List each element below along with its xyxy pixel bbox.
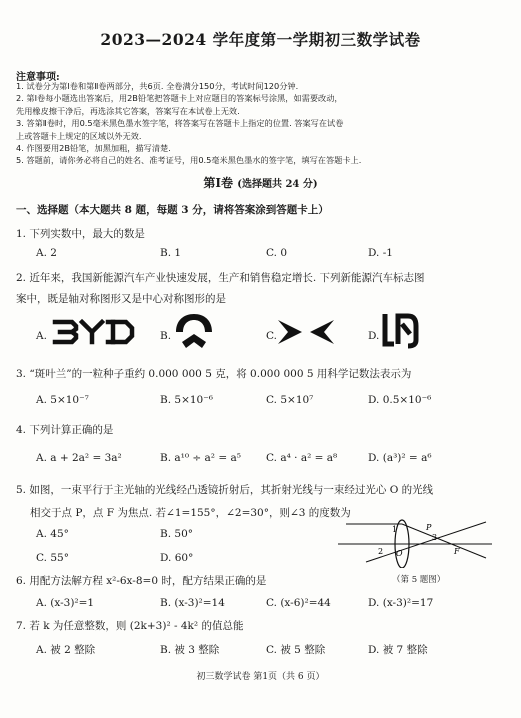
question-6-stem: 6. 用配方法解方程 x²-6x-8=0 时，配方结果正确的是: [16, 575, 267, 587]
q6-option-a: A. (x-3)²=1: [36, 597, 95, 609]
question-5-stem-line2: 相交于点 P，点 F 为焦点. 若∠1=155°，∠2=30°，则∠3 的度数为: [30, 507, 351, 519]
notice-line: 2. 第Ⅰ卷每小题选出答案后，用2B铅笔把答题卡上对应题目的答案标号涂黑，如需要改动，: [16, 93, 343, 104]
q3-option-a: A. 5×10⁻⁷: [36, 394, 89, 406]
notice-line: 4. 作图要用2B铅笔，加黑加粗，描写清楚.: [16, 143, 171, 154]
q3-option-b: B. 5×10⁻⁶: [160, 394, 213, 406]
refracted-ray: [402, 524, 486, 558]
q3-option-c: C. 5×10⁷: [266, 394, 314, 406]
q7-option-b: B. 被 3 整除: [160, 644, 220, 656]
byd-logo-icon: [52, 318, 136, 346]
q1-option-a: A. 2: [36, 247, 57, 259]
q7-option-c: C. 被 5 整除: [266, 644, 326, 656]
point-f-label: F: [454, 547, 460, 556]
question-2-stem-line2: 案中，既是轴对称图形又是中心对称图形的是: [16, 293, 226, 305]
q1-option-d: D. -1: [368, 247, 393, 259]
q4-option-d: D. (a³)² = a⁶: [368, 452, 432, 464]
figure-caption: （第 5 题图）: [392, 575, 446, 585]
section-subtitle: (选择题共 24 分): [237, 179, 318, 190]
q2-option-a: A.: [36, 330, 47, 342]
q1-option-b: B. 1: [160, 247, 182, 259]
q5-option-d: D. 60°: [160, 552, 194, 564]
question-1-stem: 1. 下列实数中，最大的数是: [16, 228, 145, 240]
xpeng-logo-icon: [276, 318, 336, 346]
exam-title: 2023—2024 学年度第一学期初三数学试卷: [100, 30, 421, 49]
question-3-stem: 3. “斑叶兰”的一粒种子重约 0.000 000 5 克，将 0.000 000 5 用科学记数法表示为: [16, 368, 412, 380]
notice-line: 1. 试卷分为第Ⅰ卷和第Ⅱ卷两部分，共6页. 全卷满分150分，考试时间120分钟.: [16, 81, 299, 91]
question-7-stem: 7. 若 k 为任意整数，则 (2k+3)² - 4k² 的值总能: [16, 620, 244, 632]
q1-option-c: C. 0: [266, 247, 288, 259]
q5-option-c: C. 55°: [36, 552, 69, 564]
angle-1-label: 1: [392, 525, 398, 534]
notice-line: 上或答题卡上规定的区域以外无效.: [16, 130, 142, 141]
q6-option-b: B. (x-3)²=14: [160, 597, 225, 609]
q4-option-a: A. a + 2a² = 3a²: [36, 452, 122, 464]
nio-logo-icon: [172, 312, 216, 352]
q2-option-d: D.: [368, 330, 380, 342]
notice-line: 3. 答第Ⅱ卷时，用0.5毫米黑色墨水签字笔，将答案写在答题卡上指定的位置. 答案写在试卷: [16, 118, 344, 129]
section-label: 第Ⅰ卷: [203, 176, 234, 190]
question-2-stem-line1: 2. 近年来，我国新能源汽车产业快速发展，生产和销售稳定增长. 下列新能源汽车标志图: [16, 272, 425, 284]
notice-line: 5. 答题前，请你务必将自己的姓名、准考证号，用0.5毫米黑色墨水的签字笔，填写在答题卡上.: [16, 155, 362, 166]
angle-2-label: 2: [378, 547, 384, 556]
q2-option-c: C.: [266, 330, 277, 342]
notice-heading: 注意事项:: [16, 72, 60, 83]
q5-option-a: A. 45°: [36, 528, 69, 540]
point-o-label: O: [396, 549, 403, 558]
q4-option-c: C. a⁴ · a² = a⁸: [266, 452, 338, 464]
angle-3-label: 3: [432, 533, 438, 542]
q7-option-d: D. 被 7 整除: [368, 644, 428, 656]
q6-option-c: C. (x-6)²=44: [266, 597, 331, 609]
q7-option-a: A. 被 2 整除: [36, 644, 96, 656]
q3-option-d: D. 0.5×10⁻⁶: [368, 394, 432, 406]
q4-option-b: B. a¹⁰ ÷ a² = a⁵: [160, 452, 241, 464]
notice-list: [16, 80, 511, 167]
lens-diagram: [336, 510, 496, 568]
q6-option-d: D. (x-3)²=17: [368, 597, 434, 609]
question-4-stem: 4. 下列计算正确的是: [16, 424, 114, 436]
point-p-label: P: [426, 523, 432, 532]
page-footer: 初三数学试卷 第1页（共 6 页）: [196, 672, 325, 682]
notice-line: 先用橡皮擦干净后，再选涂其它答案，答案写在本试卷上无效.: [16, 105, 240, 116]
q5-option-b: B. 50°: [160, 528, 194, 540]
section-title: [0, 174, 521, 191]
lynk-logo-icon: [380, 310, 420, 352]
question-5-stem-line1: 5. 如图，一束平行于主光轴的光线经凸透镜折射后，其折射光线与一束经过光心 O 的光线: [16, 484, 434, 496]
q2-option-b: B.: [160, 330, 172, 342]
part-heading: 一、选择题（本大题共 8 题，每题 3 分，请将答案涂到答题卡上）: [16, 204, 329, 216]
